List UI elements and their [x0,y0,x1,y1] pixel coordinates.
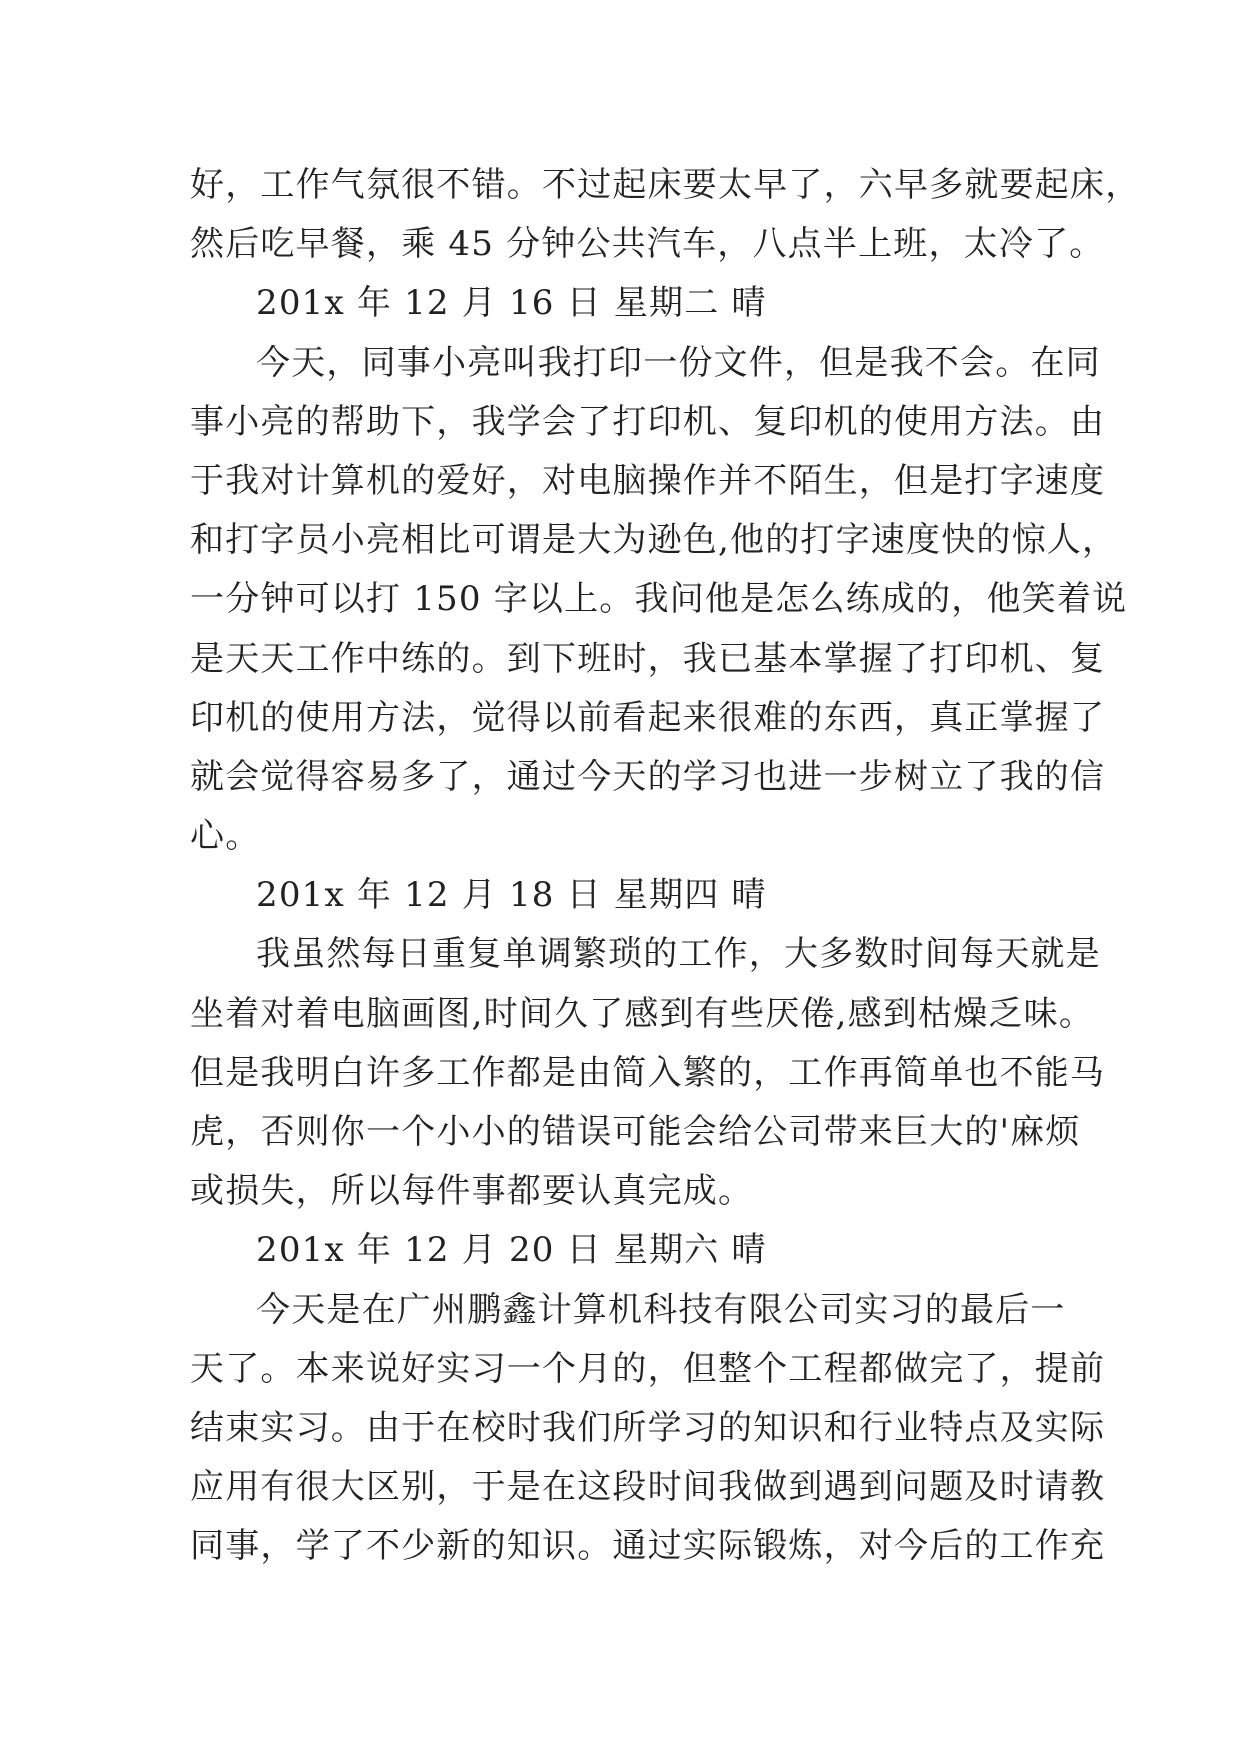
text-line: 是天天工作中练的。到下班时，我已基本掌握了打印机、复 [190,638,1106,679]
text-line: 同事，学了不少新的知识。通过实际锻炼，对今后的工作充 [190,1526,1106,1567]
text-line: 坐着对着电脑画图,时间久了感到有些厌倦,感到枯燥乏味。 [190,993,1095,1034]
text-line: 好，工作气氛很不错。不过起床要太早了，六早多就要起床， [190,165,1141,205]
text-line: 就会觉得容易多了，通过今天的学习也进一步树立了我的信 [190,756,1106,797]
text-line: 201x 年 12 月 16 日 星期二 晴 [256,283,767,324]
text-line: 印机的使用方法，觉得以前看起来很难的东西，真正掌握了 [190,697,1106,738]
text-line: 但是我明白许多工作都是由简入繁的，工作再简单也不能马 [190,1052,1106,1093]
text-line: 天了。本来说好实习一个月的，但整个工程都做完了，提前 [190,1348,1106,1389]
text-line: 201x 年 12 月 20 日 星期六 晴 [256,1230,767,1271]
text-line: 于我对计算机的爱好，对电脑操作并不陌生，但是打字速度 [190,460,1106,501]
text-line: 我虽然每日重复单调繁琐的工作，大多数时间每天就是 [256,934,1101,975]
text-line: 或损失，所以每件事都要认真完成。 [190,1171,754,1212]
text-line: 一分钟可以打 150 字以上。我问他是怎么练成的，他笑着说 [190,579,1128,620]
document-body [190,156,1141,1577]
text-line: 结束实习。由于在校时我们所学习的知识和行业特点及实际 [190,1407,1106,1448]
text-line: 201x 年 12 月 18 日 星期四 晴 [256,875,767,916]
text-line: 然后吃早餐，乘 45 分钟公共汽车，八点半上班，太冷了。 [190,224,1105,265]
text-line: 事小亮的帮助下，我学会了打印机、复印机的使用方法。由 [190,401,1106,442]
text-line: 和打字员小亮相比可谓是大为逊色,他的打字速度快的惊人， [190,520,1118,561]
text-line: 应用有很大区别，于是在这段时间我做到遇到问题及时请教 [190,1467,1106,1508]
text-line: 虎，否则你一个小小的错误可能会给公司带来巨大的'麻烦 [190,1112,1081,1152]
text-line: 心。 [190,816,261,857]
text-line: 今天是在广州鹏鑫计算机科技有限公司实习的最后一 [256,1289,1066,1330]
text-line: 今天，同事小亮叫我打印一份文件，但是我不会。在同 [256,342,1101,383]
